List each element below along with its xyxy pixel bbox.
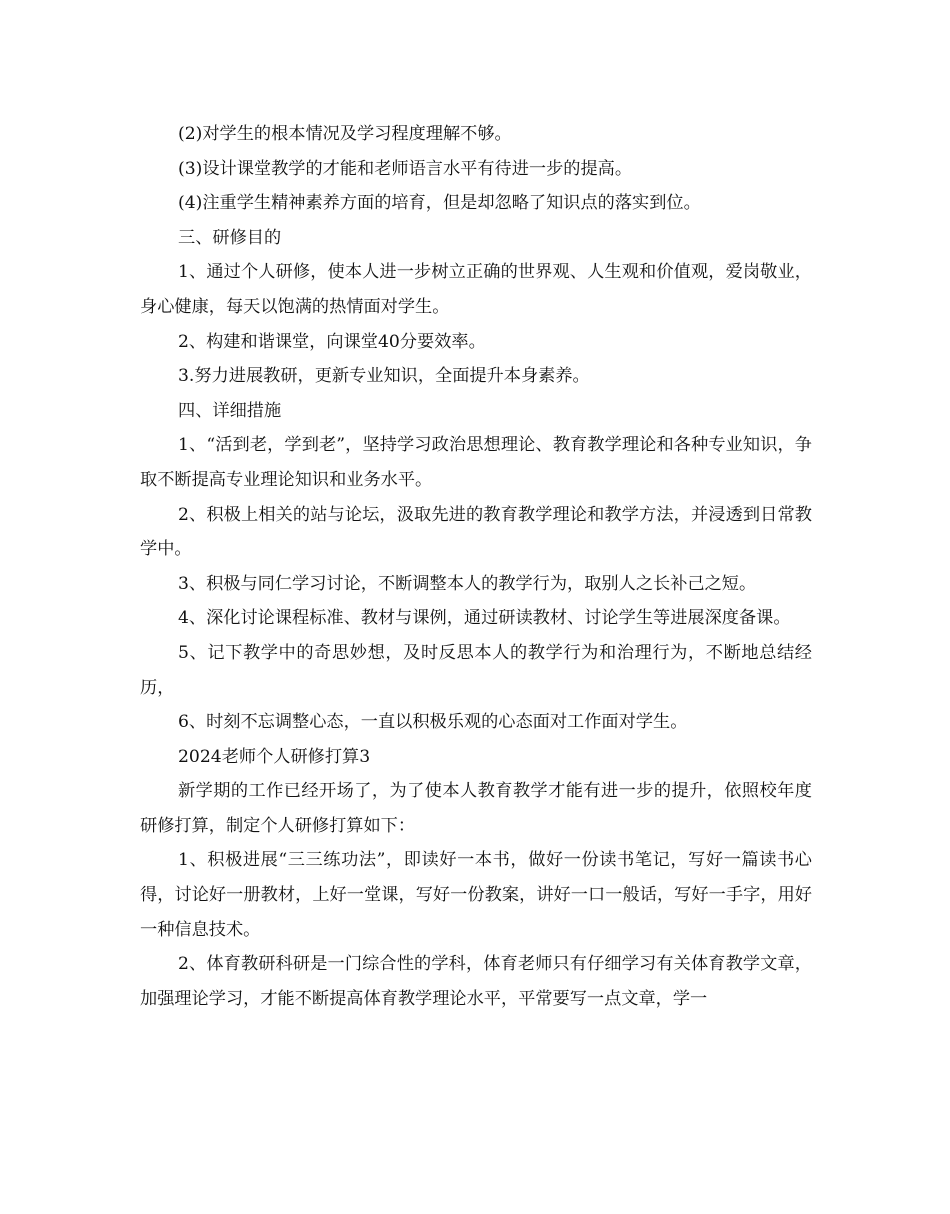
paragraph: 5、记下教学中的奇思妙想，及时反思本人的教学行为和治理行为，不断地总结经历， <box>140 642 812 698</box>
paragraph: 6、时刻不忘调整心态，一直以积极乐观的心态面对工作面对学生。 <box>178 712 688 733</box>
paragraph: 2、体育教研科研是一门综合性的学科，体育老师只有仔细学习有关体育教学文章，加强理论学习，才能不断提高体育教学理论水平，平常要写一点文章，学一 <box>140 954 812 1009</box>
paragraph: 3、积极与同仁学习讨论，不断调整本人的教学行为，取别人之长补己之短。 <box>178 573 757 594</box>
paragraph: 1、通过个人研修，使本人进一步树立正确的世界观、人生观和价值观，爱岗敬业，身心健康，每天以饱满的热情面对学生。 <box>140 262 812 317</box>
paragraph: (4)注重学生精神素养方面的培育，但是却忽略了知识点的落实到位。 <box>178 193 701 214</box>
paragraph: 3.努力进展教研，更新专业知识，全面提升本身素养。 <box>178 366 590 387</box>
paragraph: 2、构建和谐课堂，向课堂40分要效率。 <box>178 331 486 352</box>
paragraph: (3)设计课堂教学的才能和老师语言水平有待进一步的提高。 <box>178 158 633 179</box>
document-body <box>140 117 812 1016</box>
paragraph: 新学期的工作已经开场了，为了使本人教育教学才能有进一步的提升，依照校年度研修打算，制定个人研修打算如下： <box>140 781 812 836</box>
section-heading: 四、详细措施 <box>178 400 282 421</box>
paragraph: 1、“活到老，学到老”，坚持学习政治思想理论、教育教学理论和各种专业知识，争取不断提高专业理论知识和业务水平。 <box>140 435 812 490</box>
document-subtitle: 2024老师个人研修打算3 <box>178 746 371 767</box>
paragraph: (2)对学生的根本情况及学习程度理解不够。 <box>178 124 512 144</box>
section-heading: 三、研修目的 <box>178 227 282 248</box>
paragraph: 1、积极进展“三三练功法”，即读好一本书，做好一份读书笔记，写好一篇读书心得，讨论好一册教材，上好一堂课，写好一份教案，讲好一口一般话，写好一手字，用好一种信息技术。 <box>140 850 812 940</box>
paragraph: 2、积极上相关的站与论坛，汲取先进的教育教学理论和教学方法，并浸透到日常教学中。 <box>140 504 812 560</box>
paragraph: 4、深化讨论课程标准、教材与课例，通过研读教材、讨论学生等进展深度备课。 <box>178 608 791 629</box>
